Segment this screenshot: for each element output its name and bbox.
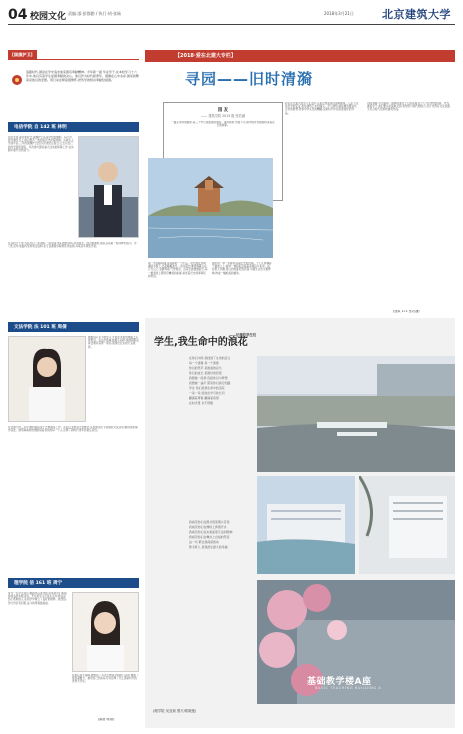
person-1-text: 在时光里,面对新时代,国旗护卫队是学校的旗帜。每天早晨升旗仪式上,他们整齐一致的步伐守护着国旗。从新生入学到毕业,三年的国旗护卫经历,使他坚定信念,立志以自己的所学回报国家。多次参与国家重大活动的保障工作,在实践中提升自我能力。: [8, 136, 74, 152]
page-number: 04: [8, 7, 28, 23]
poem-title: 园 友: [217, 108, 229, 113]
building-sign-en: BASIC TEACHING BUILDING A: [315, 686, 382, 690]
person-1-photo: [78, 136, 139, 238]
feature-credit: (建筑 171 张若涵): [393, 310, 420, 313]
person-2-bar: [8, 322, 139, 332]
poem-section-credit: (理学院 吴亚琼 图片/郭晓莲): [153, 709, 197, 713]
medal-icon: [10, 74, 24, 86]
modern-building-photo: [359, 476, 455, 574]
person-2-text-b: 她相信只有不断学习,才能在未来的道路上走得更远。在法学领域,她潜心钻研,参加模拟法庭比赛并获得一等奖,展现出扎实的专业素养。: [88, 336, 139, 349]
person-2-photo: [8, 336, 86, 422]
poem-stanza-b: 我看见你们在图书馆里埋头苦读 我看见你们在操场上挥洒汗水 我看见你们在实验室里专注的眼神 我看见你们在舞台上自信的笑容 这一切 都让我深深感动 教书育人 是我此生最大的幸福: [189, 520, 233, 549]
person-2-name: 文法学院 法 101 班 周倩: [14, 325, 67, 330]
feature-col-3: 我们在北建大的学习生活中,总是会想起那些园林建筑。它们不仅是历史的见证,更是建筑艺术的瑰宝。学习建筑,就是要读懂这些古老的智慧,传承中华文化的精髓,在新时代中创造更美好的作品。: [285, 102, 359, 115]
intro-text: 追随时代,国是在学中追求加家国有奉献精神。今年新一届 毕业学子,在本校学习十六年中,他们有着学生爱国奉献的决心。他们作为时代新青年。国旗在心中永存,国家的繁荣是他们的宏愿。用行动诠释爱国情怀,把所学的知识奉献给祖国。: [26, 70, 139, 82]
feature-col-2: 园中的一草一木都诉说着历史的沧桑。十七孔桥横卧于碧波之上,如同一道彩虹连接着南湖岛与东岸。站在桥上远眺,西山的轮廓若隐若现,与湖光山色交相辉映,构成一幅绝美的画卷。: [212, 262, 272, 275]
person-1-bar: [8, 122, 139, 132]
waterfall-photo: [257, 356, 455, 472]
section-divider: [8, 59, 139, 60]
poem-author: —— 建筑学院 2015 级 张若涵: [200, 114, 246, 118]
person-3-text: 身为一名学生党员,她始终以身作则,带领同学们积极参加各类实践活动。无论是学习还是生活中,她总是热心帮助他人,在同学中树立了良好的榜样。她坚信,努力终会有回报,奋斗的青春最美丽。: [8, 592, 67, 605]
poem-stanza-a: 在你们中间 我找到了生命的意义 每一个清晨 每一个黄昏 你们的笑声 是最美的音乐 你们的成长 是最好的回报 我愿做一座桥 连接你们与梦想 我愿做一盏灯 照亮你们前行的路 学生 你们是我生命中的浪花 一朵一朵 绽放在岁月的长河 翻涌着青春 翻涌着希望 在时光里 永不停歇: [189, 356, 231, 405]
page-header: [0, 0, 463, 38]
header-divider: [8, 24, 455, 25]
person-3-photo: [72, 592, 139, 672]
feature-col-1: 第一次到颐和园,是初春的一个午后。阳光洒在昆明湖的水面上,泛起粼粼波光。远远望去,佛香阁矗立在万寿山上,金碧辉煌,气势恢宏。沿着长廊缓缓前行,每一根梁柱上都绘有精美的彩画,讲述着历史故事和民间传说。: [148, 262, 208, 278]
section-label: [国旗护卫]: [8, 50, 37, 59]
left-column: [8, 50, 139, 728]
feature-col-4: 旧时清漪,今日颐和。园林的美在于它的意境,在于它与自然的和谐。作为建筑学子,我们要从中汲取灵感,将传统与现代相结合,设计出既有文化底蕴又符合时代需求的建筑作品。: [367, 102, 450, 112]
building-sign: 基础教学楼A座: [307, 677, 372, 687]
person-3-text-b: 在担任班长期间,她组织了多次主题班会和团日活动,增强了班级凝聚力。她用自己的实际行动诠释了什么是新时代的优秀大学生。: [72, 674, 139, 684]
feature-article: [145, 50, 455, 728]
person-3-name: 理学院 信 161 班 周宁: [14, 581, 63, 586]
person-1-text-b: 在这段日子里,与队友们一起训练,一起进步,他们彼此扶持,共同成长。面对困难时,团队总是第一时间伸出援手。学习生活中,他始终坚持刻苦钻研,在专业课程中取得优异成绩,并荣获多项奖学金。: [8, 242, 137, 249]
poem-section-subtitle: ——记我的学生们: [229, 333, 257, 337]
person-1-name: 电信学院 自 142 班 林明: [14, 125, 67, 130]
section-title: 校园文化: [30, 12, 67, 22]
issue-date: 2018年3月21日: [324, 11, 354, 16]
editor-credits: 责编:邵·彭都勤 / 执行·胡·张旸: [68, 11, 122, 16]
summer-palace-photo: [148, 158, 273, 258]
left-credit: (编者:郭琼): [98, 718, 115, 721]
building-photo: [257, 476, 355, 574]
poem-section-title: 学生,我生命中的浪花: [154, 337, 248, 348]
feature-tag: 【2018·爱在北建大专栏】: [175, 53, 236, 59]
feature-banner: [145, 50, 455, 62]
poem-body: 一路走来你的脚步,是三千岁月里最美的遇见。清风徐来,水波不兴,园中的亭台楼阁诉说着往日的故事。: [171, 121, 275, 128]
person-2-text: 在北建大的三年中,她积极投身于志愿服务工作。从社区支教到大型赛会,从校园文化节到国际交流活动,她的身影遍布各处。她用真诚和热情感染着身边的每一个人,诠释了新时代青年的责任担当。: [8, 426, 138, 433]
poem-section: [145, 318, 455, 728]
newspaper-masthead: 北京建筑大学: [382, 8, 451, 21]
person-3-bar: [8, 578, 139, 588]
feature-headline: 寻园——旧时清漪: [185, 70, 314, 88]
